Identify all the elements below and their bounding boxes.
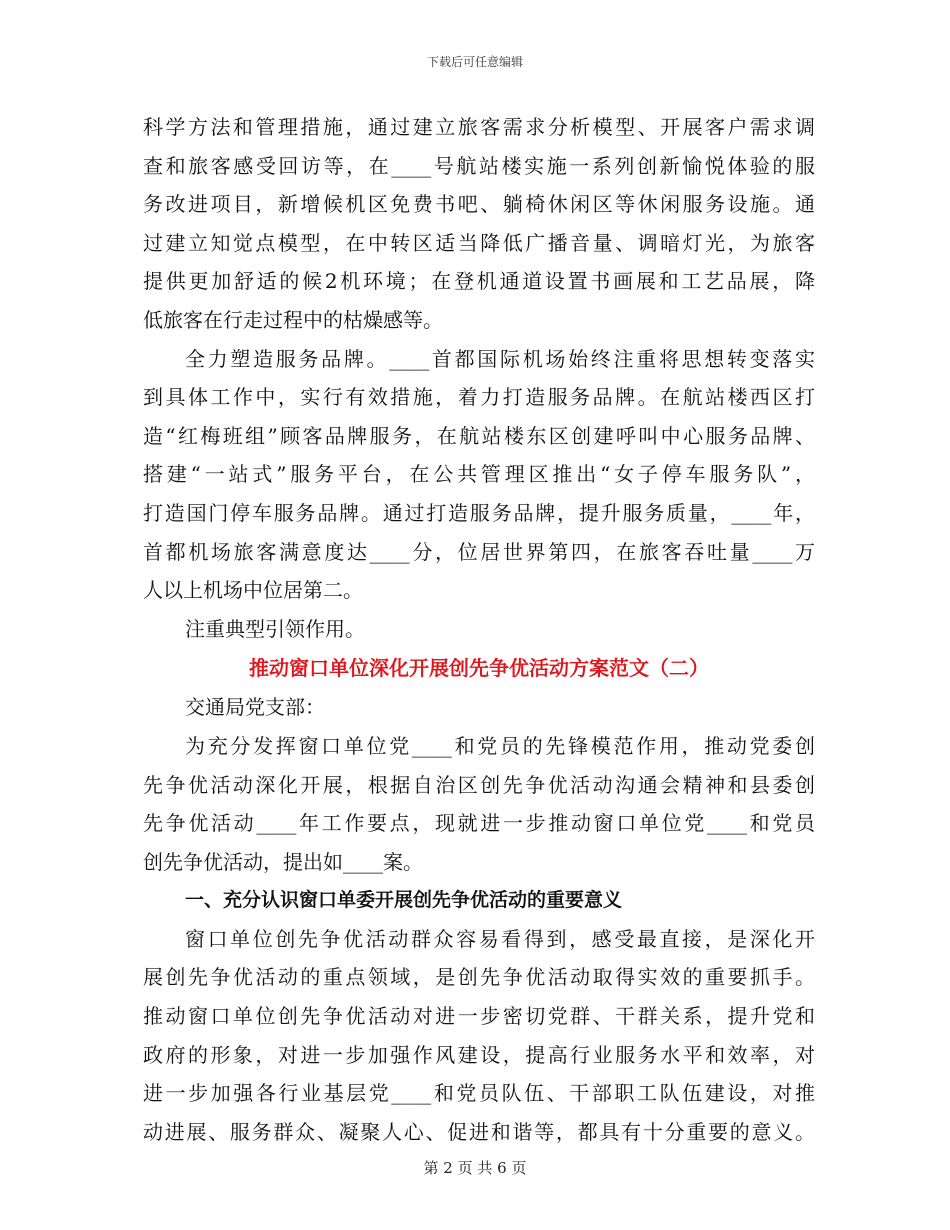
paragraph-service-brand (143, 340, 815, 610)
text-line: 展创先争优活动的重点领域，是创先争优活动取得实效的重要抓手。 (143, 965, 815, 990)
text-line: 人以上机场中位居第二。 (143, 578, 363, 603)
text-line: 务改进项目，新增候机区免费书吧、躺椅休闲区等休闲服务设施。通 (143, 192, 815, 217)
text-line: 全力塑造服务品牌。____首都国际机场始终注重将思想转变落实 (185, 346, 815, 371)
text-line: 进一步加强各行业基层党____和党员队伍、干部职工队伍建设，对推 (143, 1081, 815, 1106)
text-line: 过建立知觉点模型，在中转区适当降低广播音量、调暗灯光，为旅客 (143, 230, 815, 255)
page-footer: 第 2 页 共 6 页 (423, 1159, 527, 1177)
text-line: 查和旅客感受回访等，在____号航站楼实施一系列创新愉悦体验的服 (143, 153, 815, 178)
text-line: 动进展、服务群众、凝聚人心、促进和谐等，都具有十分重要的意义。 (143, 1119, 815, 1144)
text-line: 科学方法和管理措施，通过建立旅客需求分析模型、开展客户需求调 (143, 115, 815, 139)
paragraph-service-improvement (143, 108, 815, 340)
text-line: 为充分发挥窗口单位党____和党员的先锋模范作用，推动党委创 (185, 733, 815, 758)
text-line: 造“红梅班组”顾客品牌服务，在航站楼东区创建呼叫中心服务品牌、 (143, 423, 815, 448)
text-line: 政府的形象，对进一步加强作风建设，提高行业服务水平和效率，对 (143, 1042, 815, 1067)
text-line: 推动窗口单位创先争优活动对进一步密切党群、干群关系，提升党和 (143, 1004, 815, 1029)
recipient-line: 交通局党支部： (185, 695, 325, 720)
text-line: 到具体工作中，实行有效措施，着力打造服务品牌。在航站楼西区打 (143, 385, 815, 410)
document-body (143, 108, 815, 1151)
page-header: 下载后可任意编辑 (426, 55, 523, 69)
text-line: 低旅客在行走过程中的枯燥感等。 (143, 307, 443, 332)
text-line: 打造国门停车服务品牌。通过打造服务品牌，提升服务质量，____年， (143, 500, 815, 525)
text-line: 首都机场旅客满意度达____分，位居世界第四，在旅客吞吐量____万 (143, 539, 815, 564)
paragraph-significance (143, 920, 815, 1152)
text-line: 创先争优活动，提出如____案。 (143, 849, 423, 874)
paragraph-intro (143, 727, 815, 881)
paragraph-typical-lead: 注重典型引领作用。 (185, 616, 365, 641)
section-heading: 一、充分认识窗口单委开展创先争优活动的重要意义 (185, 889, 623, 912)
text-line: 窗口单位创先争优活动群众容易看得到，感受最直接，是深化开 (185, 926, 815, 951)
document-title: 推动窗口单位深化开展创先争优活动方案范文（二） (249, 656, 709, 681)
text-line: 先争优活动____年工作要点，现就进一步推动窗口单位党____和党员 (143, 811, 815, 836)
text-line: 先争优活动深化开展，根据自治区创先争优活动沟通会精神和县委创 (143, 772, 815, 797)
text-line: 提供更加舒适的候2机环境；在登机通道设置书画展和工艺品展，降 (143, 269, 815, 294)
text-line: 搭建“一站式”服务平台，在公共管理区推出“女子停车服务队”， (143, 462, 815, 487)
